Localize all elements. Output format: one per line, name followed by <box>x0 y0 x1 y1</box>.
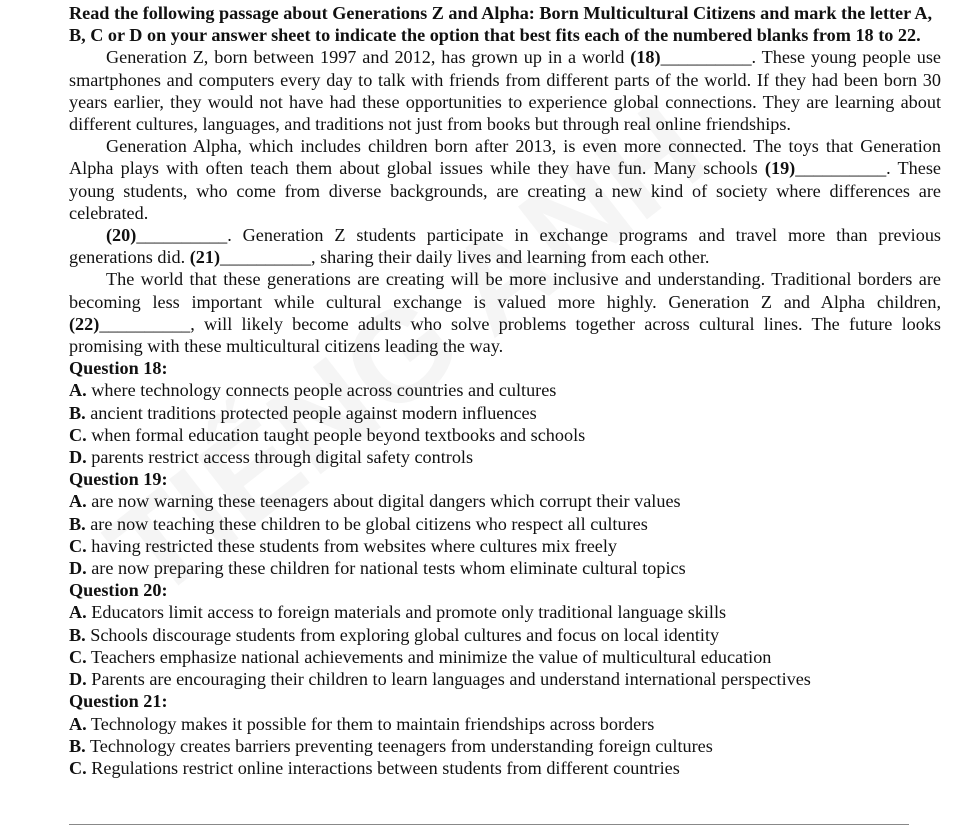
option-text: Teachers emphasize national achievements and minimize the value of multicultural education <box>86 646 772 667</box>
option-text: Educators limit access to foreign materials and promote only traditional language skills <box>86 602 727 623</box>
option-text: Schools discourage students from exploring global cultures and focus on local identity <box>85 624 720 645</box>
option-letter: B. <box>69 624 86 645</box>
question-18-title: Question 18: <box>69 358 168 379</box>
option-text: Technology creates barriers preventing teenagers from understanding foreign cultures <box>85 735 713 756</box>
question-18-option-c[interactable] <box>69 424 941 446</box>
option-text: Parents are encouraging their children to learn languages and understand international perspectives <box>86 669 811 690</box>
instructions: Read the following passage about Generations Z and Alpha: Born Multicultural Citizens and mark the letter A, B, C or D on your answer sheet to indicate the option that best fits each of the numbered blanks from 18 to 22. <box>69 3 933 46</box>
blank-22-line: __________ <box>99 313 191 334</box>
paragraph-3 <box>69 224 941 268</box>
paragraph-3-text-b: , sharing their daily lives and learning from each other. <box>310 247 710 268</box>
option-letter: C. <box>69 535 87 556</box>
option-text: where technology connects people across countries and cultures <box>86 380 557 401</box>
paragraph-2-text-b: . These young students, who come from diverse backgrounds, are creating a new kind of society where differences are celebrated. <box>69 158 941 223</box>
question-20-option-d[interactable] <box>69 668 941 690</box>
paragraph-3-text-a: . Generation Z students participate in exchange programs and travel more than previous generations did. <box>69 225 941 268</box>
question-18-option-d[interactable] <box>69 446 941 468</box>
paragraph-2 <box>69 135 941 224</box>
question-19-title: Question 19: <box>69 469 168 490</box>
paragraph-1 <box>69 46 941 135</box>
question-20-title: Question 20: <box>69 580 168 601</box>
blank-18-line: __________ <box>660 47 752 68</box>
blank-18-number: (18) <box>630 47 661 68</box>
option-letter: A. <box>69 602 87 623</box>
option-text: are now warning these teenagers about digital dangers which corrupt their values <box>86 491 681 512</box>
question-20-option-b[interactable] <box>69 624 941 646</box>
option-letter: D. <box>69 447 87 468</box>
question-18-option-b[interactable] <box>69 402 941 424</box>
bottom-divider <box>69 824 909 825</box>
blank-22-number: (22) <box>69 313 100 334</box>
question-19-option-c[interactable] <box>69 535 941 557</box>
blank-20-line: __________ <box>136 225 228 246</box>
blank-21-line: __________ <box>220 247 311 268</box>
blank-19-number: (19) <box>764 158 796 179</box>
option-letter: A. <box>69 380 87 401</box>
paragraph-1-text-b: . These young people use smartphones and computers every day to talk with friends from different parts of the world. If they had been born 30 years earlier, they would not have had these opportunities to experience global connections. They are learning about different cultures, languages, and traditions not just from books but through real online friendships. <box>69 47 941 135</box>
option-text: Regulations restrict online interactions between students from different countries <box>86 757 680 778</box>
question-19-option-a[interactable] <box>69 490 941 512</box>
option-text: parents restrict access through digital safety controls <box>86 447 474 468</box>
question-18-option-a[interactable] <box>69 379 941 401</box>
blank-21-number: (21) <box>189 247 221 268</box>
option-letter: D. <box>69 669 87 690</box>
option-letter: C. <box>69 646 87 667</box>
question-19-option-d[interactable] <box>69 557 941 579</box>
blank-19-line: __________ <box>795 158 887 179</box>
paragraph-4-text-a: The world that these generations are creating will be more inclusive and understanding. Traditional borders are becoming less important while cultural exchange is valued more highly. Generation Z and Alpha children, <box>69 269 941 312</box>
option-letter: C. <box>69 757 87 778</box>
option-letter: A. <box>69 713 87 734</box>
option-letter: B. <box>69 513 86 534</box>
question-21-title: Question 21: <box>69 691 168 712</box>
question-20-option-c[interactable] <box>69 646 941 668</box>
option-text: having restricted these students from websites where cultures mix freely <box>86 535 617 556</box>
paragraph-4 <box>69 268 941 357</box>
option-text: are now teaching these children to be global citizens who respect all cultures <box>85 513 648 534</box>
blank-20-number: (20) <box>106 225 137 246</box>
option-letter: D. <box>69 558 87 579</box>
option-text: are now preparing these children for national tests whom eliminate cultural topics <box>86 558 686 579</box>
option-letter: B. <box>69 735 86 756</box>
paragraph-2-text-a: Generation Alpha, which includes children born after 2013, is even more connected. The toys that Generation Alpha plays with often teach them about global issues while they have fun. Many schools <box>69 136 941 179</box>
option-letter: B. <box>69 402 86 423</box>
option-letter: C. <box>69 424 87 445</box>
paragraph-1-text-a: Generation Z, born between 1997 and 2012, has grown up in a world <box>106 47 631 68</box>
document-page <box>69 2 941 779</box>
question-19-option-b[interactable] <box>69 513 941 535</box>
paragraph-4-text-b: , will likely become adults who solve problems together across cultural lines. The future looks promising with these multicultural citizens leading the way. <box>69 313 941 357</box>
option-text: Technology makes it possible for them to maintain friendships across borders <box>86 713 655 734</box>
option-text: ancient traditions protected people against modern influences <box>85 402 537 423</box>
option-text: when formal education taught people beyond textbooks and schools <box>86 424 586 445</box>
question-21-option-b[interactable] <box>69 735 941 757</box>
question-20-option-a[interactable] <box>69 601 941 623</box>
question-21-option-a[interactable] <box>69 713 941 735</box>
question-21-option-c[interactable] <box>69 757 941 779</box>
option-letter: A. <box>69 491 87 512</box>
